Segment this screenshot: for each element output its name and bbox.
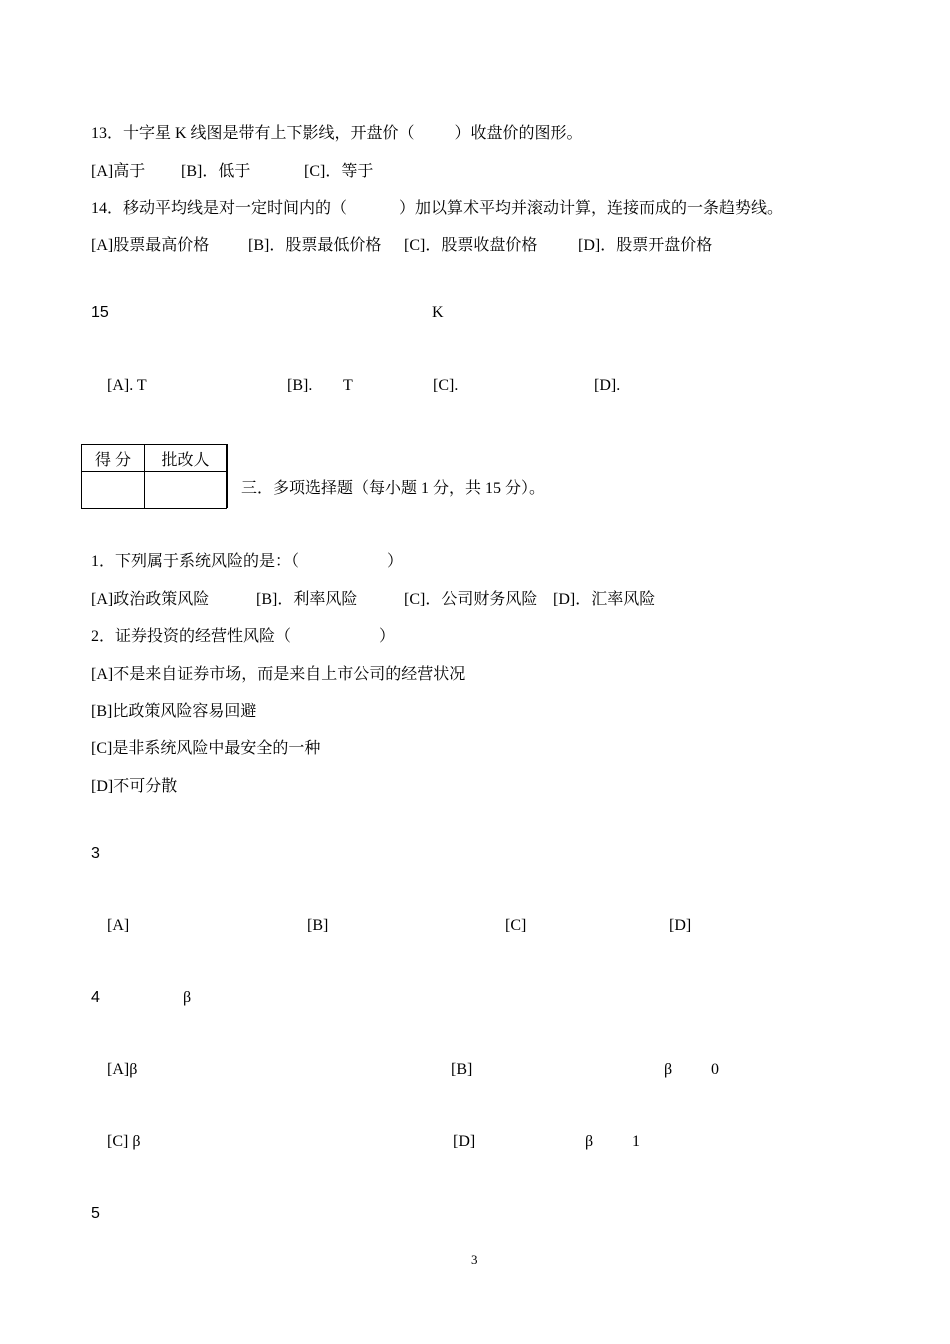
m3-option-c: [C] — [505, 917, 527, 934]
score-table — [81, 444, 227, 509]
m5-number: 5 — [91, 1205, 100, 1222]
grader-cell — [145, 472, 227, 509]
q15-number: 15 — [91, 304, 109, 321]
m1-question: 1．下列属于系统风险的是：（ ） — [91, 553, 404, 570]
q13-question: 13．十字星 K 线图是带有上下影线，开盘价（ ）收盘价的图形。 — [91, 125, 583, 142]
m4-option-b: [B] — [451, 1061, 473, 1078]
q14-option-b: [B]．股票最低价格 — [248, 237, 382, 254]
q15-option-b-text: T — [343, 377, 353, 394]
grader-header: 批改人 — [145, 445, 227, 472]
m2-option-b: [B]比政策风险容易回避 — [91, 703, 257, 720]
m4-beta: β — [183, 989, 192, 1006]
q15-option-d: [D]. — [594, 377, 621, 394]
m4-option-d-beta: β — [585, 1133, 594, 1150]
m1-option-b: [B]．利率风险 — [256, 591, 358, 608]
q14-option-a: [A]股票最高价格 — [91, 237, 210, 254]
m3-option-b: [B] — [307, 917, 329, 934]
score-cell — [82, 472, 145, 509]
m3-option-a: [A] — [107, 917, 130, 934]
m4-option-d-value: 1 — [632, 1133, 640, 1150]
m2-option-a: [A]不是来自证券市场，而是来自上市公司的经营状况 — [91, 666, 466, 683]
m1-option-d: [D]．汇率风险 — [553, 591, 656, 608]
section-title: 三．多项选择题（每小题 1 分，共 15 分）。 — [241, 480, 546, 497]
m4-option-b-value: 0 — [711, 1061, 719, 1078]
score-header: 得 分 — [82, 445, 145, 472]
m2-option-c: [C]是非系统风险中最安全的一种 — [91, 740, 321, 757]
m1-option-c: [C]．公司财务风险 — [404, 591, 538, 608]
q14-option-d: [D]．股票开盘价格 — [578, 237, 713, 254]
q15-option-a: [A]. T — [107, 377, 147, 394]
m4-option-d: [D] — [453, 1133, 476, 1150]
q13-option-a: [A]高于 — [91, 163, 146, 180]
m2-question: 2．证券投资的经营性风险（ ） — [91, 628, 396, 645]
m3-number: 3 — [91, 845, 100, 862]
m4-option-b-beta: β — [664, 1061, 673, 1078]
m3-option-d: [D] — [669, 917, 692, 934]
q15-option-b: [B]. — [287, 377, 313, 394]
m4-number: 4 — [91, 989, 100, 1006]
m4-option-c: [C] β — [107, 1133, 141, 1150]
q15-option-c: [C]. — [433, 377, 459, 394]
q14-option-c: [C]．股票收盘价格 — [404, 237, 538, 254]
score-table-divider — [226, 444, 228, 508]
q13-option-b: [B]．低于 — [181, 163, 251, 180]
m4-option-a: [A]β — [107, 1061, 138, 1078]
q13-option-c: [C]．等于 — [304, 163, 374, 180]
m1-option-a: [A]政治政策风险 — [91, 591, 210, 608]
q15-k-letter: K — [432, 304, 444, 321]
page-number: 3 — [471, 1252, 478, 1267]
q14-question: 14．移动平均线是对一定时间内的（ ）加以算术平均并滚动计算，连接而成的一条趋势线。 — [91, 200, 784, 217]
m2-option-d: [D]不可分散 — [91, 778, 178, 795]
